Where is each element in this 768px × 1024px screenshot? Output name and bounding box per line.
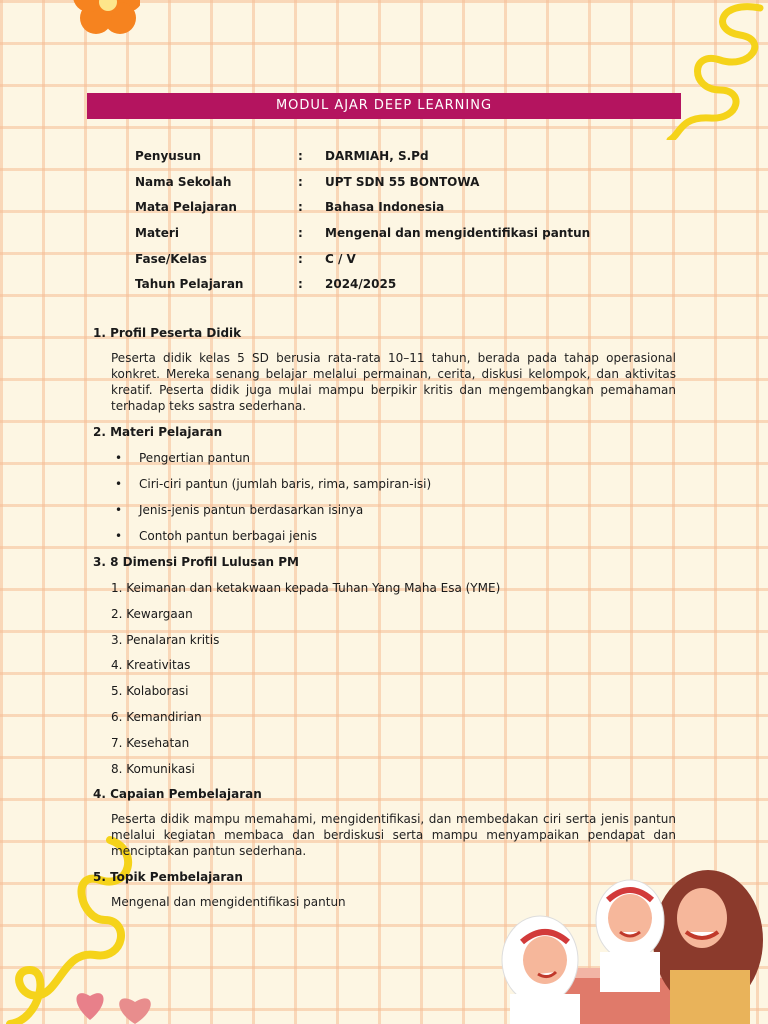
document-title: MODUL AJAR DEEP LEARNING [275, 98, 493, 113]
list-item: 5. Kolaborasi [111, 684, 189, 699]
list-item: 2. Kewargaan [111, 606, 193, 621]
identity-label: Penyusun [135, 148, 202, 163]
identity-value: 2024/2025 [325, 277, 397, 292]
identity-row-mapel [135, 194, 655, 220]
list-item: 8. Komunikasi [111, 761, 195, 776]
list-item [115, 475, 676, 501]
flower-icon [20, 0, 140, 60]
document-body [93, 324, 676, 919]
materi-list [115, 449, 676, 553]
list-item-text: Pengertian pantun [139, 451, 251, 465]
bullet-icon: • [115, 503, 123, 517]
identity-colon: : [298, 251, 303, 266]
identity-table [135, 143, 655, 297]
identity-value: Bahasa Indonesia [325, 200, 445, 215]
identity-label: Fase/Kelas [135, 251, 207, 266]
identity-row-fase [135, 246, 655, 272]
section-text-topik: Mengenal dan mengidentifikasi pantun [111, 895, 346, 910]
identity-value: C / V [325, 251, 356, 266]
identity-colon: : [298, 225, 303, 240]
identity-value: Mengenal dan mengidentifikasi pantun [325, 225, 591, 240]
section-title-dimensi: 3. 8 Dimensi Profil Lulusan PM [93, 555, 299, 569]
identity-label: Materi [135, 225, 179, 240]
heart-icon [70, 982, 170, 1024]
document-title-banner [87, 93, 681, 119]
section-title-profil: 1. Profil Peserta Didik [93, 326, 242, 340]
identity-row-tahun [135, 271, 655, 297]
bullet-icon: • [115, 529, 123, 543]
list-item: 7. Kesehatan [111, 735, 190, 750]
list-item-text: Jenis-jenis pantun berdasarkan isinya [139, 503, 364, 517]
section-title-topik: 5. Topik Pembelajaran [93, 870, 243, 885]
identity-row-sekolah [135, 169, 655, 195]
identity-colon: : [298, 277, 303, 292]
list-item [115, 527, 676, 553]
identity-row-penyusun [135, 143, 655, 169]
identity-label: Nama Sekolah [135, 174, 232, 189]
list-item [115, 449, 676, 475]
list-item: 3. Penalaran kritis [111, 632, 220, 647]
section-title-capaian: 4. Capaian Pembelajaran [93, 787, 262, 802]
spiral-ribbon-icon [650, 0, 768, 140]
list-item-text: Ciri-ciri pantun (jumlah baris, rima, sampiran-isi) [139, 477, 432, 491]
identity-colon: : [298, 200, 303, 215]
identity-label: Mata Pelajaran [135, 200, 237, 215]
identity-colon: : [298, 148, 303, 163]
identity-value: UPT SDN 55 BONTOWA [325, 174, 480, 189]
list-item: 6. Kemandirian [111, 709, 202, 724]
identity-value: DARMIAH, S.Pd [325, 148, 429, 163]
identity-row-materi [135, 220, 655, 246]
identity-colon: : [298, 174, 303, 189]
bullet-icon: • [115, 451, 123, 465]
section-title-materi: 2. Materi Pelajaran [93, 425, 223, 439]
dimensi-list [111, 579, 676, 785]
section-text-profil: Peserta didik kelas 5 SD berusia rata-rata 10–11 tahun, berada pada tahap operasional konkret. Mereka senang belajar melalui permainan, cerita, diskusi kelompok, dan aktivitas kreatif. Peserta didik juga mulai mampu berpikir kritis dan mengembangkan pemahaman terhadap teks sastra sederhana. [111, 351, 676, 413]
list-item-text: Contoh pantun berbagai jenis [139, 529, 318, 543]
list-item: 1. Keimanan dan ketakwaan kepada Tuhan Yang Maha Esa (YME) [111, 581, 501, 595]
list-item [115, 501, 676, 527]
section-text-capaian: Peserta didik mampu memahami, mengidentifikasi, dan membedakan ciri serta jenis pantun melalui kegiatan membaca dan berdiskusi serta mampu menyampaikan pendapat dan menciptakan pantun sederhana. [111, 812, 676, 859]
bullet-icon: • [115, 477, 123, 491]
list-item: 4. Kreativitas [111, 658, 191, 673]
identity-label: Tahun Pelajaran [135, 277, 244, 292]
